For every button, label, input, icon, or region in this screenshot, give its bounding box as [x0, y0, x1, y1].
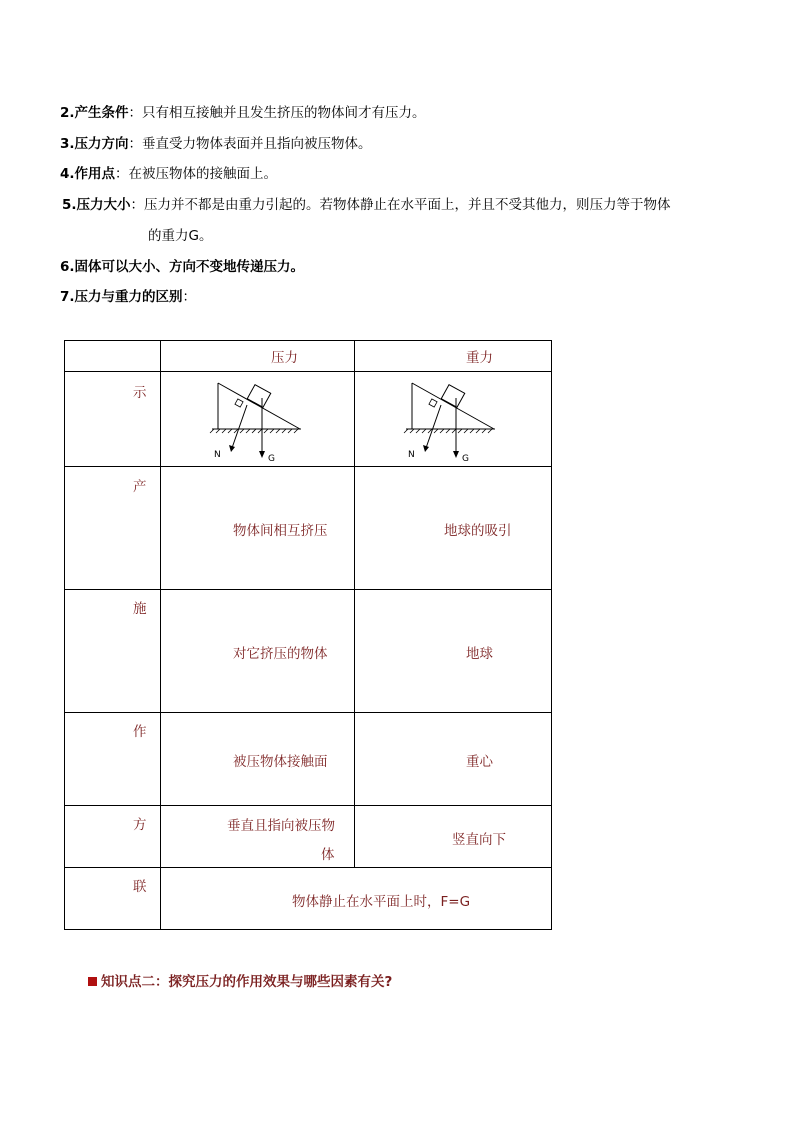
item-2 — [60, 103, 426, 123]
header-pressure: 压力 — [271, 350, 298, 366]
table-border-bottom — [64, 929, 552, 930]
table-row-line — [64, 805, 552, 806]
table-row-line — [64, 712, 552, 713]
row-label-relation: 联 — [133, 879, 147, 895]
header-gravity: 重力 — [466, 350, 493, 366]
incline-diagram-gravity — [398, 378, 508, 464]
item-7 — [60, 287, 196, 307]
table-border-top — [64, 340, 552, 341]
item-6-label: 6.固体可以大小、方向不变地传递压力。 — [60, 259, 305, 275]
exerter-pressure: 对它挤压的物体 — [233, 646, 328, 662]
table-row-line — [64, 589, 552, 590]
row-label-diagram: 示 — [133, 385, 147, 401]
item-7-text: ： — [182, 289, 197, 305]
item-5-label: 5.压力大小 — [62, 197, 131, 213]
application-gravity: 重心 — [466, 754, 493, 770]
item-2-text: ：只有相互接触并且发生挤压的物体间才有压力。 — [128, 105, 426, 121]
section-2-heading — [88, 970, 392, 990]
table-col-divider-2 — [354, 340, 355, 868]
incline-diagram-pressure — [204, 378, 314, 464]
row-label-cause: 产 — [133, 479, 147, 495]
item-3-text: ：垂直受力物体表面并且指向被压物体。 — [128, 136, 372, 152]
item-5 — [62, 195, 671, 215]
row-label-exerter: 施 — [133, 601, 147, 617]
section-2-title: 知识点二：探究压力的作用效果与哪些因素有关? — [101, 974, 393, 990]
direction-pressure-line2: 体 — [321, 847, 335, 863]
table-border-right — [551, 340, 552, 930]
direction-gravity: 竖直向下 — [452, 832, 506, 848]
direction-pressure-line1: 垂直且指向被压物 — [227, 818, 335, 834]
item-6 — [60, 257, 304, 277]
table-row-line — [64, 867, 552, 868]
item-7-label: 7.压力与重力的区别 — [60, 289, 183, 305]
row-label-application: 作 — [133, 724, 147, 740]
application-pressure: 被压物体接触面 — [233, 754, 328, 770]
table-row-line — [64, 371, 552, 372]
relation-merged: 物体静止在水平面上时，F=G — [292, 894, 471, 910]
item-5-continued: 的重力G。 — [148, 228, 213, 244]
item-3-label: 3.压力方向 — [60, 136, 129, 152]
table-row-line — [64, 466, 552, 467]
item-4-label: 4.作用点 — [60, 166, 116, 182]
exerter-gravity: 地球 — [466, 646, 493, 662]
diagram-label-n: N — [214, 450, 221, 460]
item-4 — [60, 164, 277, 184]
cause-pressure: 物体间相互挤压 — [233, 523, 328, 539]
table-border-left — [64, 340, 65, 930]
row-label-direction: 方 — [133, 817, 147, 833]
diagram-label-g: G — [462, 454, 469, 464]
item-3 — [60, 134, 372, 154]
item-4-text: ：在被压物体的接触面上。 — [115, 166, 278, 182]
comparison-table — [64, 340, 552, 930]
item-2-label: 2.产生条件 — [60, 105, 129, 121]
item-5-text: ：压力并不都是由重力引起的。若物体静止在水平面上，并且不受其他力，则压力等于物体 — [130, 197, 671, 213]
diagram-label-n: N — [408, 450, 415, 460]
cause-gravity: 地球的吸引 — [444, 523, 512, 539]
table-col-divider-1 — [160, 340, 161, 930]
square-bullet-icon — [88, 977, 97, 986]
diagram-label-g: G — [268, 454, 275, 464]
